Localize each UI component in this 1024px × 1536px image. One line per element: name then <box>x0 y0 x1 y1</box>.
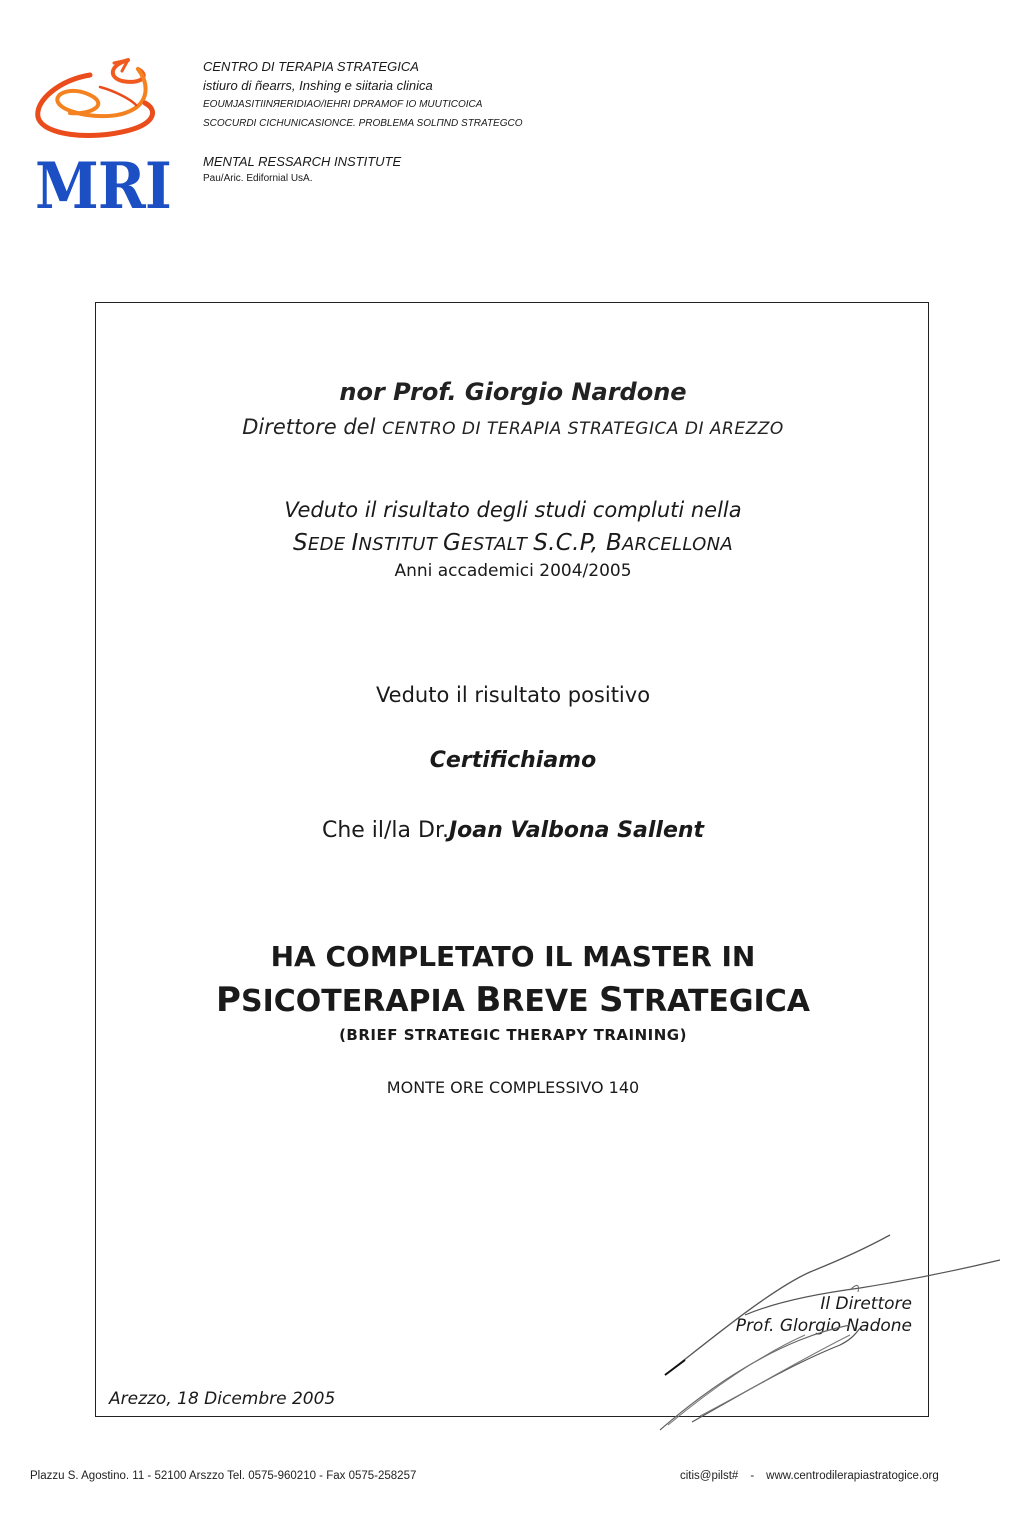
logo-text: MRI <box>35 149 171 224</box>
total-hours: MONTE ORE COMPLESSIVO 140 <box>386 1078 640 1097</box>
recipient-line <box>96 818 930 843</box>
seat-part: S.C.P, <box>533 530 606 556</box>
title-part: P <box>216 980 241 1020</box>
institution-seat <box>96 530 930 556</box>
certify-heading: Certifichiamo <box>429 748 597 773</box>
footer-contacts <box>680 1470 939 1482</box>
letterhead-location: Pau/Aric. Edifornial UsA. <box>203 173 313 184</box>
academic-years: Anni accademici 2004/2005 <box>394 561 632 581</box>
footer-website[interactable]: www.centrodilerapiastratogice.org <box>766 1470 939 1482</box>
seat-part: I <box>351 530 359 556</box>
letterhead-line-4: SCOCURDI CICHUNICASIONCE. PROBLEMA SOLΠND STRATEGCO <box>203 118 523 129</box>
title-part: B <box>475 980 502 1020</box>
title-part: REVE <box>501 984 600 1019</box>
studies-line: Veduto il risultato degli studi compluti nella <box>284 498 742 522</box>
title-part: TRATEGICA <box>623 984 810 1019</box>
director-line <box>96 415 930 439</box>
recipient-prefix: Che il/la Dr. <box>321 818 449 843</box>
letterhead <box>203 57 523 186</box>
master-subtitle: (BRIEF STRATEGIC THERAPY TRAINING) <box>339 1026 687 1044</box>
footer-separator: - <box>750 1470 755 1482</box>
seat-part: ESTALT <box>461 534 534 555</box>
title-part: SICOTERAPIA <box>240 984 476 1019</box>
issue-date: Arezzo, 18 Dicembre 2005 <box>109 1389 336 1409</box>
master-title <box>96 980 930 1020</box>
letterhead-org-name: CENTRO DI TERAPIA STRATEGICA <box>203 59 419 74</box>
footer-email[interactable]: citis@pilst# <box>680 1470 739 1482</box>
seat-part: S <box>293 530 308 556</box>
seat-part: NSTITUT <box>358 534 444 555</box>
seat-part: EDE <box>307 534 352 555</box>
recipient-name: Joan Valbona Sallent <box>448 818 705 843</box>
master-heading: HA COMPLETATO IL MASTER IN <box>270 940 756 973</box>
seat-part: B <box>605 530 623 556</box>
issuer-name: nor Prof. Giorgio Nardone <box>339 378 687 406</box>
letterhead-line-3: EOUMJASITIINЯERIDIAO/IEHRI DPRAMOF IO MUUTICOICA <box>203 99 483 110</box>
seat-part: ARCELLONA <box>622 534 733 555</box>
director-prefix: Direttore del <box>242 415 383 439</box>
mri-logo <box>30 55 170 225</box>
certificate-frame <box>95 302 929 1417</box>
letterhead-subtitle: istiuro di ñearrs, Inshing e siitaria clinica <box>203 78 433 93</box>
footer-address: Plazzu S. Agostino. 11 - 52100 Arszzo Tel. 0575-960210 - Fax 0575-258257 <box>30 1470 417 1482</box>
seat-part: G <box>443 530 462 556</box>
director-org: CENTRO DI TERAPIA STRATEGICA DI AREZZO <box>382 419 784 439</box>
signature-name: Prof. Glorgio Nadone <box>735 1316 912 1336</box>
title-part: S <box>599 980 624 1020</box>
positive-result-line: Veduto il risultato positivo <box>375 683 651 707</box>
letterhead-institute: MENTAL RESSARCH INSTITUTE <box>203 154 402 169</box>
signature-role: Il Direttore <box>820 1294 912 1314</box>
signature-block <box>736 1293 912 1337</box>
swirl-arrow-icon <box>30 55 170 150</box>
